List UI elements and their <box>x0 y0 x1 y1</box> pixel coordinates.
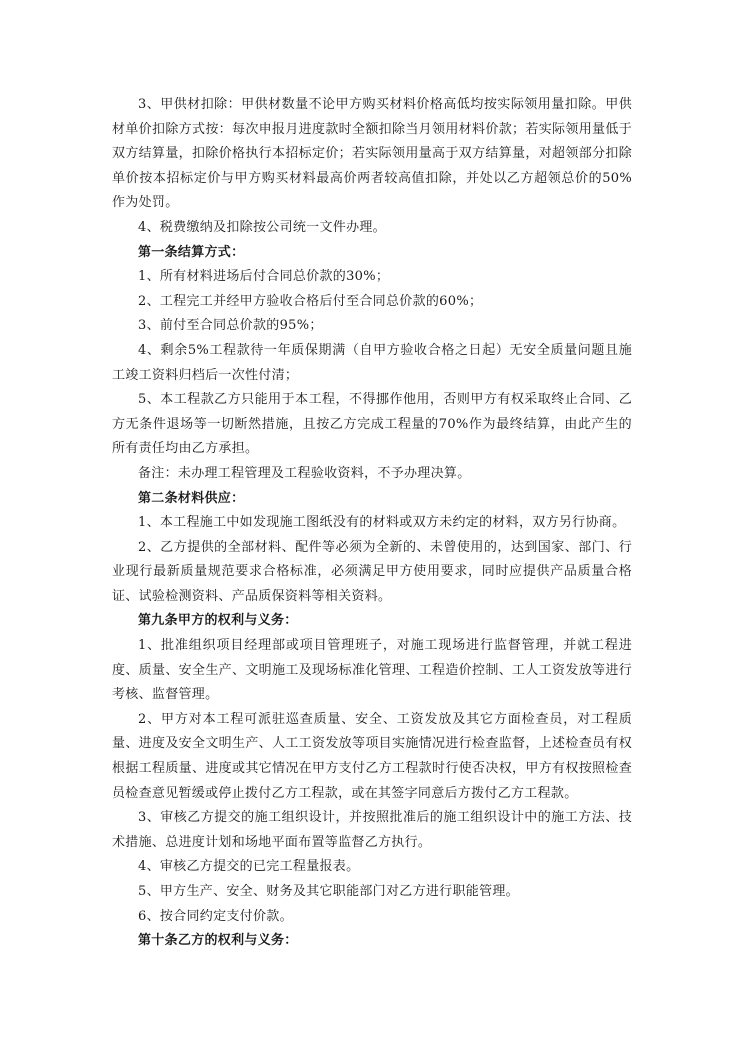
paragraph-party-a-2: 2、甲方对本工程可派驻巡查质量、安全、工资发放及其它方面检查员，对工程质量、进度及安全文明生产、人工工资发放等项目实施情况进行检查监督，上述检查员有权根据工程质量、进度或其它情况在甲方支付乙方工程款时行使否决权，甲方有权按照检查员检查意见暂缓或停止拨付乙方工程款，或在其签字同意后方拨付乙方工程款。 <box>112 711 632 801</box>
paragraph-party-a-6: 6、按合同约定支付价款。 <box>138 908 293 924</box>
section-heading-settlement: 第一条结算方式： <box>138 244 245 260</box>
paragraph-party-a-5: 5、甲方生产、安全、财务及其它职能部门对乙方进行职能管理。 <box>138 884 519 899</box>
paragraph-material-2: 2、乙方提供的全部材料、配件等必须为全新的、未曾使用的，达到国家、部门、行业现行最新质量规范要求合格标准，必须满足甲方使用要求，同时应提供产品质量合格证、试验检测资料、产品质保资料等相关资料。 <box>112 539 632 604</box>
paragraph-party-a-1: 1、批准组织项目经理部或项目管理班子，对施工现场进行监督管理，并就工程进度、质量、安全生产、文明施工及现场标准化管理、工程造价控制、工人工资发放等进行考核、监督管理。 <box>112 638 632 703</box>
paragraph-party-a-4: 4、审核乙方提交的已完工程量报表。 <box>138 859 360 875</box>
paragraph-tax-payment: 4、税费缴纳及扣除按公司统一文件办理。 <box>138 219 386 235</box>
paragraph-settlement-5: 5、本工程款乙方只能用于本工程，不得挪作他用，否则甲方有权采取终止合同、乙方无条件退场等一切断然措施，且按乙方完成工程量的70%作为最终结算，由此产生的所有责任均由乙方承担。 <box>112 392 632 457</box>
section-heading-material-supply: 第二条材料供应： <box>138 490 245 506</box>
paragraph-party-a-3: 3、审核乙方提交的施工组织设计，并按照批准后的施工组织设计中的施工方法、技术措施、总进度计划和场地平面布置等监督乙方执行。 <box>112 810 632 850</box>
section-heading-party-b-rights: 第十条乙方的权利与义务： <box>138 933 298 949</box>
section-heading-party-a-rights: 第九条甲方的权利与义务： <box>138 613 298 629</box>
paragraph-settlement-4: 4、剩余5%工程款待一年质保期满（自甲方验收合格之日起）无安全质量问题且施工竣工资料归档后一次性付清； <box>112 342 632 383</box>
paragraph-settlement-3: 3、前付至合同总价款的95%； <box>138 318 323 334</box>
paragraph-remark: 备注：未办理工程管理及工程验收资料，不予办理决算。 <box>138 465 471 481</box>
paragraph-deduction-supplied-materials: 3、甲供材扣除：甲供材数量不论甲方购买材料价格高低均按实际领用量扣除。甲供材单价扣除方式按：每次申报月进度款时全额扣除当月领用材料价款；若实际领用量低于双方结算量，扣除价格执行本招标定价；若实际领用量高于双方结算量，对超领部分扣除单价按本招标定价与甲方购买材料最高价两者较高值扣除，并处以乙方超领总价的50%作为处罚。 <box>112 97 632 211</box>
document-body <box>112 93 632 954</box>
paragraph-material-1: 1、本工程施工中如发现施工图纸没有的材料或双方未约定的材料，双方另行协商。 <box>138 515 626 531</box>
paragraph-settlement-1: 1、所有材料进场后付合同总价款的30%； <box>138 269 390 285</box>
paragraph-settlement-2: 2、工程完工并经甲方验收合格后付至合同总价款的60%； <box>138 293 483 309</box>
